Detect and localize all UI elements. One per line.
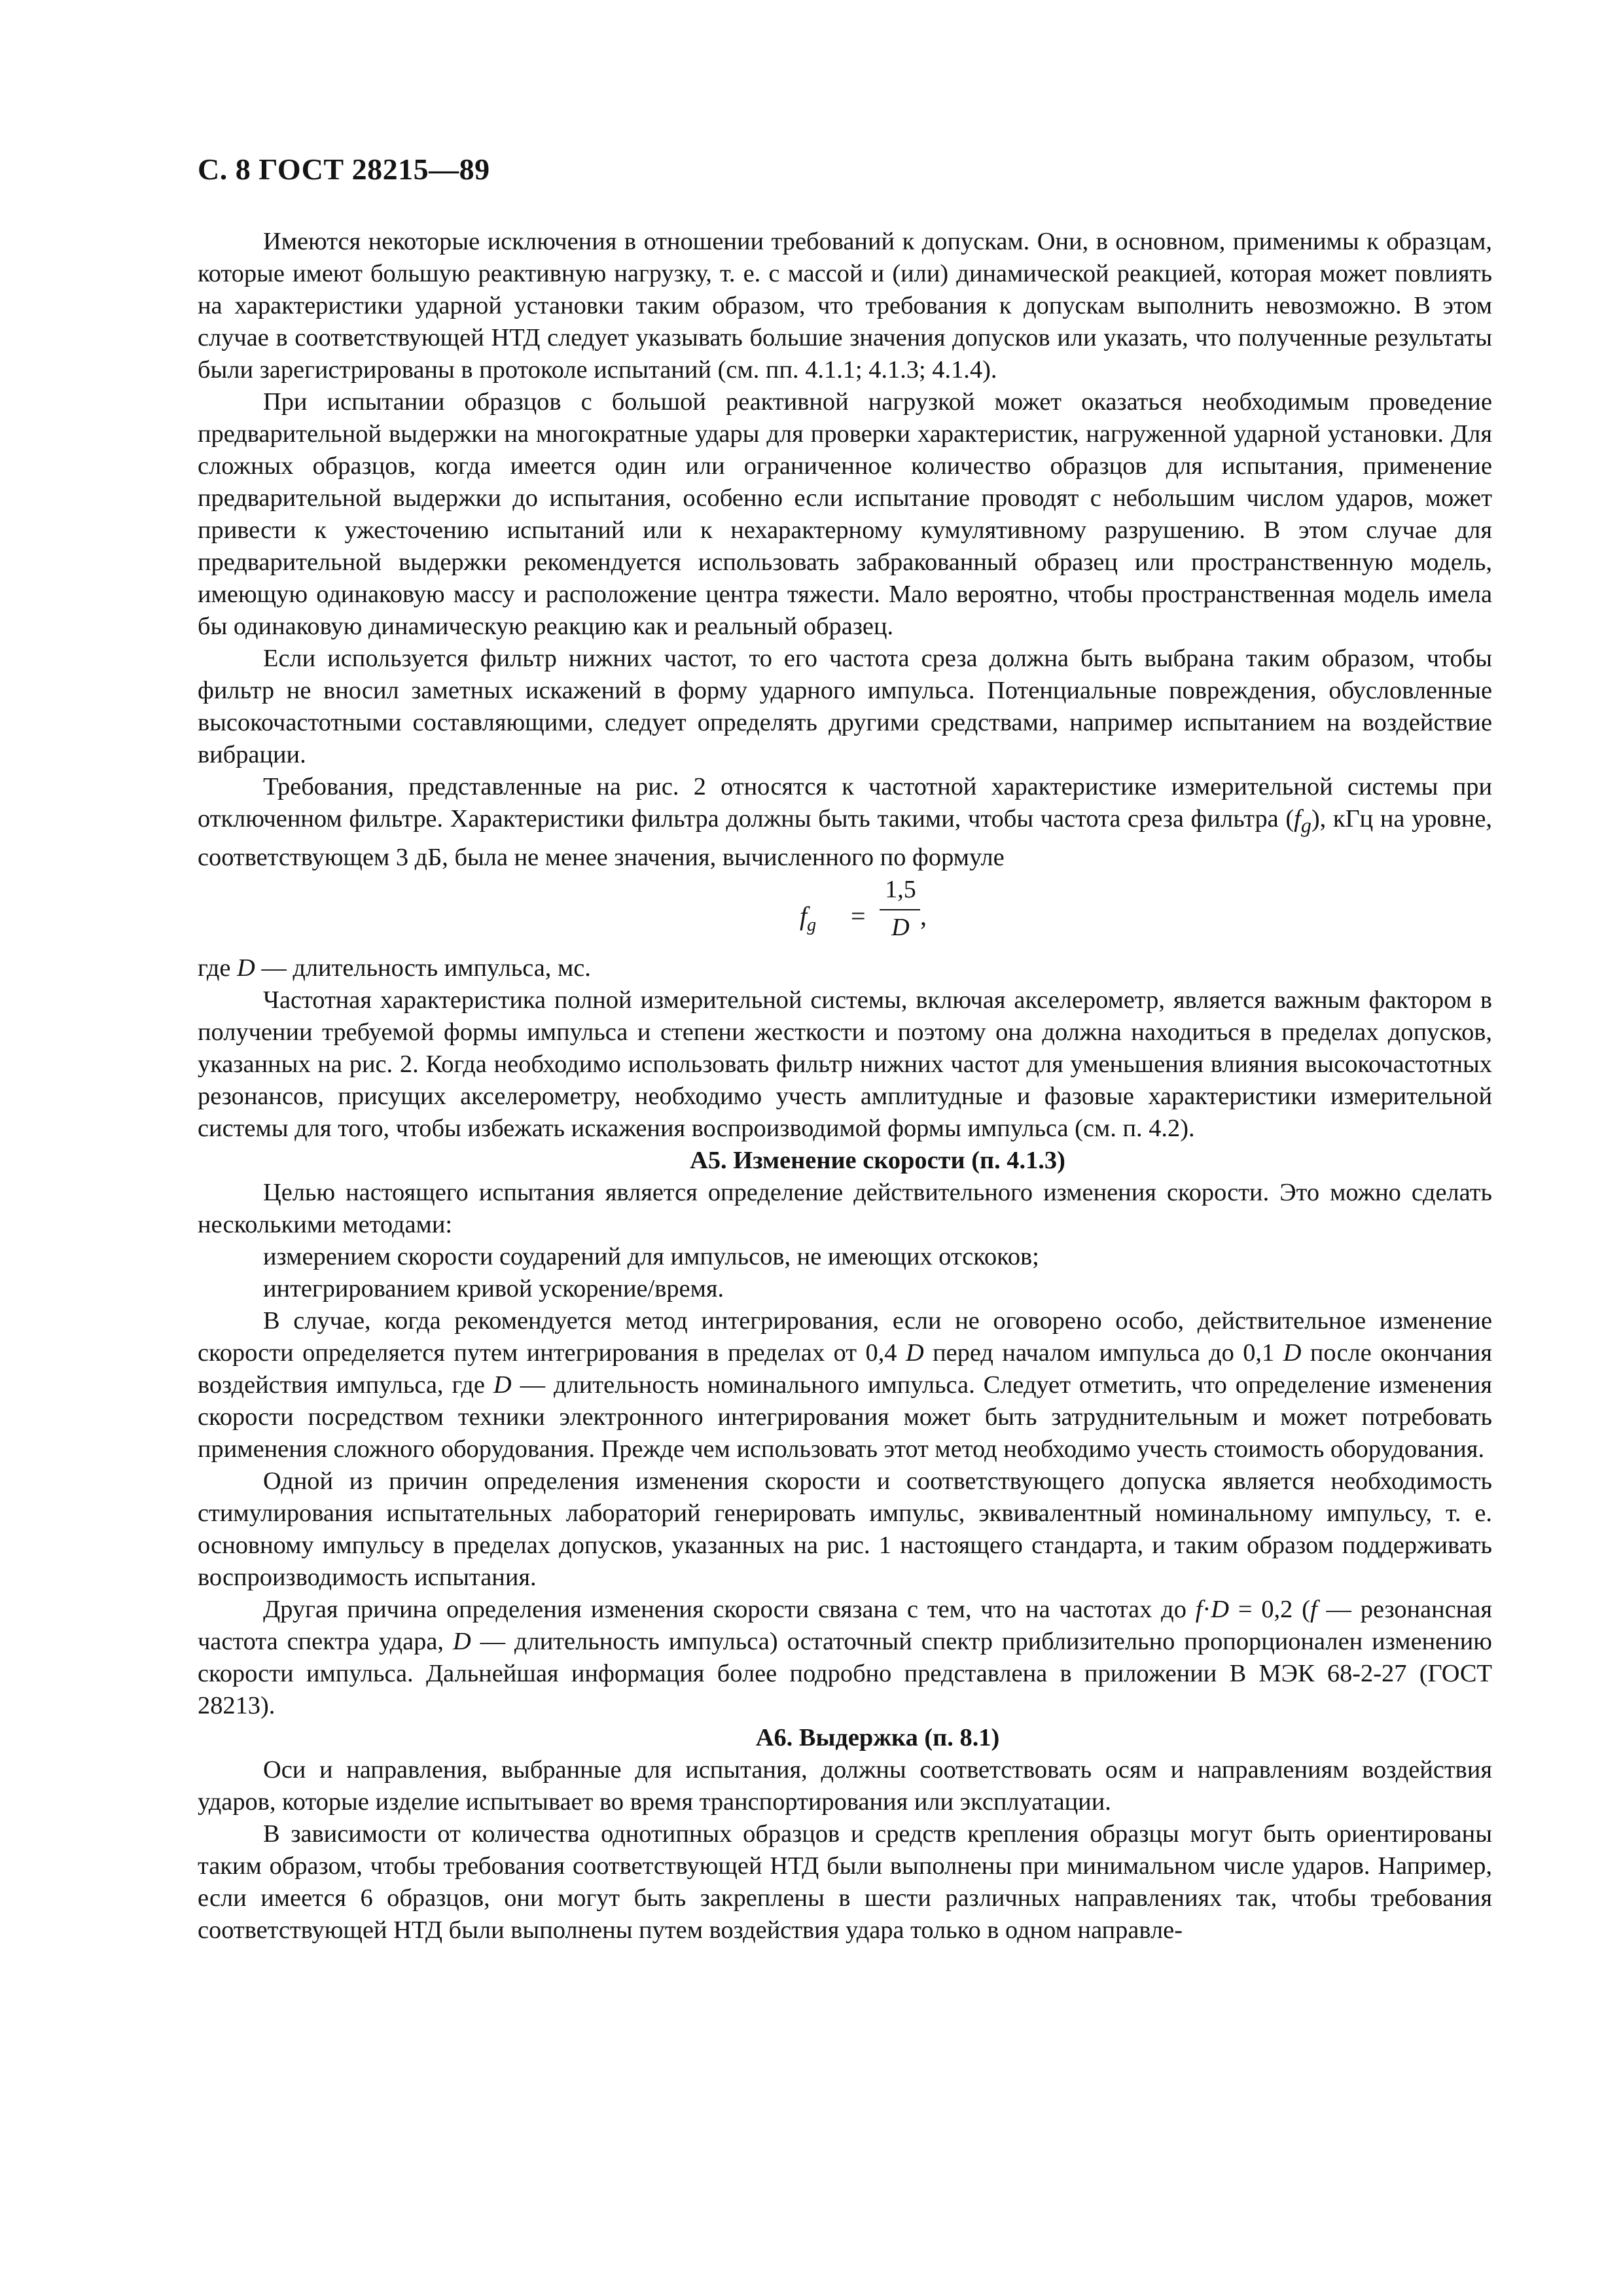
paragraph-reason-1: Одной из причин определения изменения скорости и соответствующего допуска является необходимость стимулирования испытательных лабораторий генерировать импульс, эквивалентный номинальному импульсу, т. е. основному импульсу в пределах допусков, указанных на рис. 1 настоящего стандарта, и таким образом поддерживать воспроизводимость испытания. (198, 1467, 1492, 1591)
fraction-bar (880, 909, 920, 910)
paragraph-preconditioning: При испытании образцов с большой реактивной нагрузкой может оказаться необходимым проведение предварительной выдержки на многократные удары для проверки характеристик, нагруженной ударной установки. Для сложных образцов, когда имеется один или ограниченное количество образцов для испытания, применение предварительной выдержки до испытания, особенно если испытание проводят с небольшим числом ударов, может привести к ужесточению испытаний или к нехарактерному кумулятивному разрушению. В этом случае для предварительной выдержки рекомендуется использовать забракованный образец или пространственную модель, имеющую одинаковую массу и расположение центра тяжести. Мало вероятно, чтобы пространственная модель имела бы одинаковую динамическую реакцию как и реальный образец. (198, 388, 1492, 640)
list-item-method-2: интегрированием кривой ускорение/время. (263, 1274, 724, 1302)
paragraph-a6-orientation: В зависимости от количества однотипных образцов и средств крепления образцы могут быть ориентированы таким образом, чтобы требования соответствующей НТД были выполнены при минимальном числе ударов. Например, если имеется 6 образцов, они могут быть закреплены в шести различных направлениях так, чтобы требования соответствующей НТД были выполнены путем воздействия удара только в одном направле- (198, 1820, 1492, 1944)
paragraph-filter-requirements: Требования, представленные на рис. 2 относятся к частотной характеристике измерительной системы при отключенном фильтре. Характеристики фильтра должны быть такими, чтобы частота среза фильтра $(f_g)$, кГц на уровне, соответствующем 3 дБ, была не менее значения, вычисленного по формуле (198, 773, 1492, 871)
paragraph-a5-intro: Целью настоящего испытания является определение действительного изменения скорости. Это можно сделать несколькими методами: (198, 1178, 1492, 1238)
paragraph-frequency-response: Частотная характеристика полной измерительной системы, включая акселерометр, является важным фактором в получении требуемой формы импульса и степени жесткости и поэтому она должна находиться в пределах допусков, указанных на рис. 2. Когда необходимо использовать фильтр нижних частот для уменьшения влияния высокочастотных резонансов, присущих акселерометру, необходимо учесть амплитудные и фазовые характеристики измерительной системы для того, чтобы избежать искажения воспроизводимой формы импульса (см. п. 4.2). (198, 986, 1492, 1142)
section-heading-a6: А6. Выдержка (п. 8.1) (755, 1723, 1000, 1751)
paragraph-tolerance-exceptions: Имеются некоторые исключения в отношении требований к допускам. Они, в основном, применимы к образцам, которые имеют большую реактивную нагрузку, т. е. с массой и (или) динамической реакцией, которая может повлиять на характеристики ударной установки таким образом, что требования к допускам выполнить невозможно. В этом случае в соответствующей НТД следует указывать большие значения допусков или указать, что полученные результаты были зарегистрированы в протоколе испытаний (см. пп. 4.1.1; 4.1.3; 4.1.4). (198, 228, 1492, 384)
page-header: С. 8 ГОСТ 28215—89 (198, 152, 490, 186)
document-body (198, 226, 1492, 1946)
paragraph-lowpass-filter: Если используется фильтр нижних частот, то его частота среза должна быть выбрана таким образом, чтобы фильтр не вносил заметных искажений в форму ударного импульса. Потенциальные повреждения, обусловленные высокочастотными составляющими, следует определять другими средствами, например испытанием на воздействие вибрации. (198, 645, 1492, 768)
cutoff-frequency-formula: $f_g$ = 1,5 D , (198, 874, 1492, 952)
formula-numerator: 1,5 (885, 875, 916, 903)
formula-denominator: D (891, 913, 910, 941)
paragraph-reason-2: Другая причина определения изменения скорости связана с тем, что на частотах до f·D = 0,2 (f — резонансная частота спектра удара, D — длительность импульса) остаточный спектр приблизительно пропорционален изменению скорости импульса. Дальнейшая информация более подробно представлена в приложении В МЭК 68-2-27 (ГОСТ 28213). (198, 1595, 1492, 1719)
section-heading-a5: А5. Изменение скорости (п. 4.1.3) (690, 1146, 1065, 1174)
paragraph-a6-axes: Оси и направления, выбранные для испытания, должны соответствовать осям и направлениям воздействия ударов, которые изделие испытывает во время транспортирования или эксплуатации. (198, 1755, 1492, 1816)
list-item-method-1: измерением скорости соударений для импульсов, не имеющих отскоков; (263, 1242, 1039, 1270)
formula-legend: где D — длительность импульса, мс. (198, 954, 591, 982)
paragraph-integration: В случае, когда рекомендуется метод интегрирования, если не оговорено особо, действительное изменение скорости определяется путем интегрирования в пределах от 0,4 D перед началом импульса до 0,1 D после окончания воздействия импульса, где D — длительность номинального импульса. Следует отметить, что определение изменения скорости посредством техники электронного интегрирования может быть затруднительным и может потребовать применения сложного оборудования. Прежде чем использовать этот метод необходимо учесть стоимость оборудования. (198, 1306, 1492, 1463)
